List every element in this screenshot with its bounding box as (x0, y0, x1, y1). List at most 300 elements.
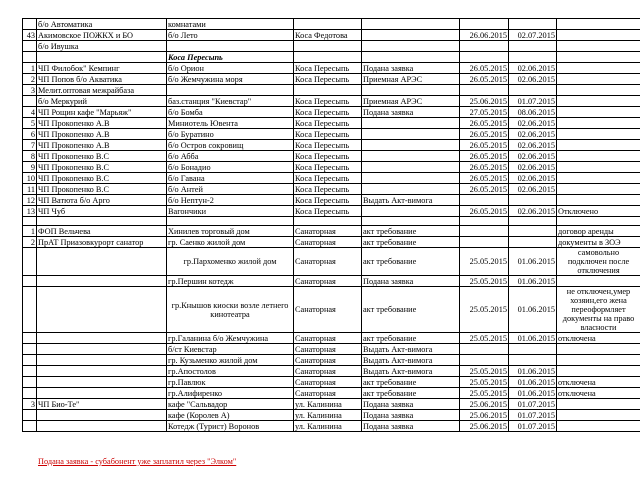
table-cell: Коса Пересыпь (167, 52, 294, 63)
table-cell: гр.Кнышов киоски возле летнего кинотеатра (167, 287, 294, 333)
table-cell (37, 344, 167, 355)
table-cell: 26.05.2015 (460, 140, 509, 151)
table-cell: Коса Федотова (294, 30, 362, 41)
table-cell: ЧП Прокопенко В.С (37, 173, 167, 184)
table-row (23, 287, 640, 333)
table-cell (557, 162, 640, 173)
table-cell: Подана заявка (362, 421, 460, 432)
table-cell: самовольно подключен после отключения (557, 248, 640, 276)
table-cell (37, 333, 167, 344)
table-cell: 02.06.2015 (509, 74, 557, 85)
table-row (23, 217, 640, 226)
table-cell (294, 41, 362, 52)
table-cell (362, 52, 460, 63)
table-cell: ПрАТ Приазовкурорт санатор (37, 237, 167, 248)
table-cell (557, 344, 640, 355)
table-cell (23, 217, 37, 226)
table-cell: 01.06.2015 (509, 333, 557, 344)
table-cell (294, 52, 362, 63)
table-cell: документы в ЗОЭ (557, 237, 640, 248)
table-cell (362, 129, 460, 140)
table-cell: б/о Автоматика (37, 19, 167, 30)
table-cell: Коса Пересыпь (294, 96, 362, 107)
table-cell: 26.05.2015 (460, 118, 509, 129)
table-cell: Коса Пересыпь (294, 184, 362, 195)
table-cell: Коса Пересыпь (294, 140, 362, 151)
table-cell: ЧП Рощин кафе "Марьяж" (37, 107, 167, 118)
table-cell: Акимовское ПОЖКХ и БО (37, 30, 167, 41)
table-cell: 12 (23, 195, 37, 206)
table-cell: ул. Калинина (294, 410, 362, 421)
table-cell (460, 85, 509, 96)
table-row (23, 96, 640, 107)
table-cell (37, 276, 167, 287)
table-cell: б/о Лето (167, 30, 294, 41)
table-cell: 25.05.2015 (460, 276, 509, 287)
table-cell (37, 410, 167, 421)
table-cell (557, 52, 640, 63)
table-cell (557, 399, 640, 410)
table-cell: 25.05.2015 (460, 377, 509, 388)
table-row (23, 377, 640, 388)
table-cell: Санаторная (294, 355, 362, 366)
table-cell (362, 19, 460, 30)
table-cell (167, 217, 294, 226)
table-cell (362, 118, 460, 129)
table-cell (362, 206, 460, 217)
table-cell: 1 (23, 226, 37, 237)
table-cell: не отключен,умер хозяин,его жена переоформляет документы на право власности (557, 287, 640, 333)
table-cell (23, 355, 37, 366)
table-cell: Коса Пересыпь (294, 151, 362, 162)
table-cell (557, 85, 640, 96)
table-cell: кафе (Королев А) (167, 410, 294, 421)
table-cell (557, 355, 640, 366)
table-cell (460, 344, 509, 355)
table-cell: 02.06.2015 (509, 63, 557, 74)
table-cell (557, 96, 640, 107)
table-cell: 6 (23, 129, 37, 140)
table-cell: кафе "Сальвадор (167, 399, 294, 410)
table-cell: Отключено (557, 206, 640, 217)
table-row (23, 74, 640, 85)
table-row (23, 366, 640, 377)
table-cell: гр.Апостолов (167, 366, 294, 377)
table-cell: ЧП Прокопенко В.С (37, 184, 167, 195)
table-cell (557, 129, 640, 140)
table-cell: 3 (23, 399, 37, 410)
table-cell: 4 (23, 107, 37, 118)
table-cell: 26.05.2015 (460, 63, 509, 74)
table-row (23, 237, 640, 248)
table-cell (37, 287, 167, 333)
table-cell: 7 (23, 140, 37, 151)
table-cell (23, 421, 37, 432)
table-cell: Котедж (Турист) Воронов (167, 421, 294, 432)
table-cell: Подана заявка (362, 276, 460, 287)
table-cell: 01.07.2015 (509, 96, 557, 107)
table-cell: Санаторная (294, 248, 362, 276)
table-cell: Коса Пересыпь (294, 173, 362, 184)
table-cell: 25.05.2015 (460, 333, 509, 344)
table-cell: 02.06.2015 (509, 206, 557, 217)
table-cell: б/о Гавана (167, 173, 294, 184)
table-cell: 02.06.2015 (509, 129, 557, 140)
table-cell: ЧП Попов б/о Акватика (37, 74, 167, 85)
table-cell: комнатами (167, 19, 294, 30)
table-cell (557, 118, 640, 129)
table-cell: гр.Першин котедж (167, 276, 294, 287)
table-cell (460, 355, 509, 366)
table-cell: 26.05.2015 (460, 162, 509, 173)
table-cell: Мелит.оптовая межрайбаза (37, 85, 167, 96)
table-cell: Подана заявка (362, 107, 460, 118)
table-body (23, 19, 640, 432)
table-cell (362, 140, 460, 151)
table-cell: ЧП Прокопенко А.В (37, 129, 167, 140)
table-cell (167, 85, 294, 96)
table-cell: 26.05.2015 (460, 151, 509, 162)
table-cell: 8 (23, 151, 37, 162)
table-cell: Коса Пересыпь (294, 206, 362, 217)
table-cell (23, 333, 37, 344)
table-cell (23, 248, 37, 276)
table-cell: Приемная АРЭС (362, 74, 460, 85)
table-cell: б/о Бонадио (167, 162, 294, 173)
table-cell (294, 217, 362, 226)
table-cell (557, 276, 640, 287)
table-cell (557, 421, 640, 432)
table-cell (23, 388, 37, 399)
table-cell: ЧП Био-Те" (37, 399, 167, 410)
table-cell: 01.06.2015 (509, 276, 557, 287)
table-row (23, 129, 640, 140)
table-row (23, 421, 640, 432)
table-cell: ЧП Прокопенко В.С (37, 151, 167, 162)
table-row (23, 226, 640, 237)
table-cell (557, 217, 640, 226)
table-cell: 5 (23, 118, 37, 129)
table-cell (460, 41, 509, 52)
table-cell: 26.06.2015 (460, 30, 509, 41)
table-cell: 01.07.2015 (509, 410, 557, 421)
table-cell: гр.Пархоменко жилой дом (167, 248, 294, 276)
table-cell: Санаторная (294, 276, 362, 287)
table-cell: 08.06.2015 (509, 107, 557, 118)
table-cell: 1 (23, 63, 37, 74)
table-cell: 27.05.2015 (460, 107, 509, 118)
table-cell (37, 217, 167, 226)
table-cell: Хинилев торговый дом (167, 226, 294, 237)
table-cell (509, 226, 557, 237)
table-cell (557, 30, 640, 41)
table-cell: 25.05.2015 (460, 287, 509, 333)
table-cell: Санаторная (294, 366, 362, 377)
table-cell (557, 74, 640, 85)
table-cell: 26.05.2015 (460, 173, 509, 184)
table-cell: Коса Пересыпь (294, 107, 362, 118)
table-cell: 25.06.2015 (460, 410, 509, 421)
table-cell: гр.Алифиренко (167, 388, 294, 399)
table-cell: Коса Пересыпь (294, 118, 362, 129)
table-row (23, 85, 640, 96)
table-cell (23, 366, 37, 377)
table-row (23, 151, 640, 162)
table-cell: 43 (23, 30, 37, 41)
table-cell: Коса Пересыпь (294, 63, 362, 74)
table-cell: ЧП Ватюта б/о Арго (37, 195, 167, 206)
table-cell: б/о Абба (167, 151, 294, 162)
table-cell: 2 (23, 237, 37, 248)
table-cell: гр.Галанина б/о Жемчужина (167, 333, 294, 344)
table-cell: ЧП Филобок" Кемпинг (37, 63, 167, 74)
table-row (23, 195, 640, 206)
table-cell (23, 410, 37, 421)
table-cell: 26.05.2015 (460, 129, 509, 140)
table-cell: гр. Кузьменко жилой дом (167, 355, 294, 366)
table-cell: баз.станция "Киевстар" (167, 96, 294, 107)
table-cell: Выдать Акт-вимога (362, 195, 460, 206)
table-cell: 26.05.2015 (460, 74, 509, 85)
table-cell (509, 217, 557, 226)
table-row (23, 410, 640, 421)
table-cell: 01.06.2015 (509, 377, 557, 388)
table-cell: 9 (23, 162, 37, 173)
table-cell (509, 195, 557, 206)
table-cell: 02.06.2015 (509, 118, 557, 129)
table-cell: акт требование (362, 388, 460, 399)
table-cell (460, 195, 509, 206)
table-cell (557, 366, 640, 377)
table-cell: ЧП Прокопенко А.В (37, 140, 167, 151)
table-cell (23, 19, 37, 30)
table-cell (362, 173, 460, 184)
table-cell: Подана заявка (362, 63, 460, 74)
table-cell (460, 52, 509, 63)
table-row (23, 248, 640, 276)
table-cell: акт требование (362, 226, 460, 237)
table-cell: 3 (23, 85, 37, 96)
table-cell: акт требование (362, 377, 460, 388)
table-row (23, 399, 640, 410)
table-cell (23, 287, 37, 333)
table-cell: Выдать Акт-вимога (362, 355, 460, 366)
table-cell: Подана заявка (362, 399, 460, 410)
table-cell: б/о Нептун-2 (167, 195, 294, 206)
table-cell (557, 195, 640, 206)
table-cell: Санаторная (294, 237, 362, 248)
table-cell: 25.06.2015 (460, 399, 509, 410)
table-cell: 02.06.2015 (509, 162, 557, 173)
table-cell: Выдать Акт-вимога (362, 344, 460, 355)
table-cell (557, 63, 640, 74)
table-cell (557, 173, 640, 184)
table-cell: 01.06.2015 (509, 366, 557, 377)
table-cell: б/о Орион (167, 63, 294, 74)
table-cell: отключена (557, 388, 640, 399)
table-cell (509, 41, 557, 52)
table-row (23, 344, 640, 355)
table-cell: акт требование (362, 333, 460, 344)
table-cell: 25.06.2015 (460, 96, 509, 107)
table-cell: б/о Буратино (167, 129, 294, 140)
table-cell: гр.Павлюк (167, 377, 294, 388)
table-cell: Санаторная (294, 388, 362, 399)
table-cell: б/о Остров сокровищ (167, 140, 294, 151)
table-row (23, 162, 640, 173)
table-cell (362, 184, 460, 195)
table-cell: 25.05.2015 (460, 248, 509, 276)
table-cell: Санаторная (294, 287, 362, 333)
table-cell: 02.06.2015 (509, 184, 557, 195)
table-cell (509, 52, 557, 63)
table-cell: 01.06.2015 (509, 388, 557, 399)
table-cell: 13 (23, 206, 37, 217)
table-row (23, 19, 640, 30)
table-cell: акт требование (362, 237, 460, 248)
table-cell (37, 377, 167, 388)
data-table (22, 18, 640, 432)
table-cell: отключена (557, 333, 640, 344)
table-row (23, 30, 640, 41)
table-cell: Выдать Акт-вимога (362, 366, 460, 377)
table-cell (294, 85, 362, 96)
table-cell (23, 41, 37, 52)
table-row (23, 41, 640, 52)
table-row (23, 184, 640, 195)
table-cell: Подана заявка (362, 410, 460, 421)
table-cell: ул. Калинина (294, 399, 362, 410)
table-cell: б/ст Киевстар (167, 344, 294, 355)
table-row (23, 107, 640, 118)
table-cell (23, 276, 37, 287)
footnote: Подана заявка - субабонент уже заплатил через "Элком" (38, 457, 237, 466)
table-cell (460, 217, 509, 226)
table-cell: 02.07.2015 (509, 30, 557, 41)
table-cell (460, 19, 509, 30)
table-cell (509, 237, 557, 248)
table-cell (362, 30, 460, 41)
table-cell: Миниотель Ювента (167, 118, 294, 129)
table-cell: ЧП Прокопенко А.В (37, 118, 167, 129)
table-cell: 2 (23, 74, 37, 85)
table-row (23, 173, 640, 184)
table-cell (362, 151, 460, 162)
table-cell (557, 19, 640, 30)
table-cell (37, 355, 167, 366)
table-cell (37, 366, 167, 377)
table-cell: 01.06.2015 (509, 287, 557, 333)
table-cell: Санаторная (294, 344, 362, 355)
table-cell: 01.06.2015 (509, 248, 557, 276)
table-cell (294, 19, 362, 30)
table-cell (557, 107, 640, 118)
table-cell: 25.05.2015 (460, 388, 509, 399)
table-cell (167, 41, 294, 52)
table-row (23, 140, 640, 151)
table-cell: Санаторная (294, 333, 362, 344)
table-row (23, 355, 640, 366)
table-cell (37, 421, 167, 432)
table-row (23, 388, 640, 399)
table-cell: ФОП Вельчева (37, 226, 167, 237)
table-row (23, 52, 640, 63)
table-cell (362, 217, 460, 226)
table-cell (460, 237, 509, 248)
table-cell: ЧП Чуб (37, 206, 167, 217)
table-cell: ул. Калинина (294, 421, 362, 432)
table-cell (557, 151, 640, 162)
table-cell: б/о Бомба (167, 107, 294, 118)
table-row (23, 333, 640, 344)
table-cell (557, 184, 640, 195)
table-cell: Санаторная (294, 377, 362, 388)
table-cell: договор аренды (557, 226, 640, 237)
table-cell (557, 140, 640, 151)
table-cell: 11 (23, 184, 37, 195)
table-cell: 02.06.2015 (509, 140, 557, 151)
table-cell: б/о Антей (167, 184, 294, 195)
table-cell: Санаторная (294, 226, 362, 237)
table-cell: Приемная АРЭС (362, 96, 460, 107)
table-row (23, 63, 640, 74)
table-cell: 26.05.2015 (460, 206, 509, 217)
table-cell (37, 248, 167, 276)
table-cell: отключена (557, 377, 640, 388)
table-cell: Коса Пересыпь (294, 129, 362, 140)
table-cell: Коса Пересыпь (294, 74, 362, 85)
table-cell: акт требование (362, 287, 460, 333)
table-cell: Вагончики (167, 206, 294, 217)
table-cell: 02.06.2015 (509, 173, 557, 184)
table-cell: б/о Ивушка (37, 41, 167, 52)
table-cell (362, 85, 460, 96)
table-cell (509, 19, 557, 30)
table-cell (509, 355, 557, 366)
table-cell (23, 344, 37, 355)
table-cell: гр. Саенко жилой дом (167, 237, 294, 248)
table-cell (23, 96, 37, 107)
table-cell (23, 52, 37, 63)
table-cell (460, 226, 509, 237)
table-row (23, 118, 640, 129)
table-cell: 26.05.2015 (460, 184, 509, 195)
table-row (23, 276, 640, 287)
table-cell (557, 41, 640, 52)
table-cell: 02.06.2015 (509, 151, 557, 162)
table-cell (37, 52, 167, 63)
table-cell (37, 388, 167, 399)
table-row (23, 206, 640, 217)
table-cell: б/о Жемчужина моря (167, 74, 294, 85)
table-cell (362, 162, 460, 173)
table-cell: ЧП Прокопенко В.С (37, 162, 167, 173)
table-cell (362, 41, 460, 52)
table-cell: 10 (23, 173, 37, 184)
table-cell: Коса Пересыпь (294, 162, 362, 173)
table-cell (23, 377, 37, 388)
table-cell: 25.05.2015 (460, 366, 509, 377)
table-cell: б/о Меркурий (37, 96, 167, 107)
table-cell: 25.06.2015 (460, 421, 509, 432)
table-cell: Коса Пересыпь (294, 195, 362, 206)
table-cell: 01.07.2015 (509, 399, 557, 410)
table-cell: 01.07.2015 (509, 421, 557, 432)
table-cell: акт требование (362, 248, 460, 276)
table-cell (509, 344, 557, 355)
table-cell (557, 410, 640, 421)
table-cell (509, 85, 557, 96)
